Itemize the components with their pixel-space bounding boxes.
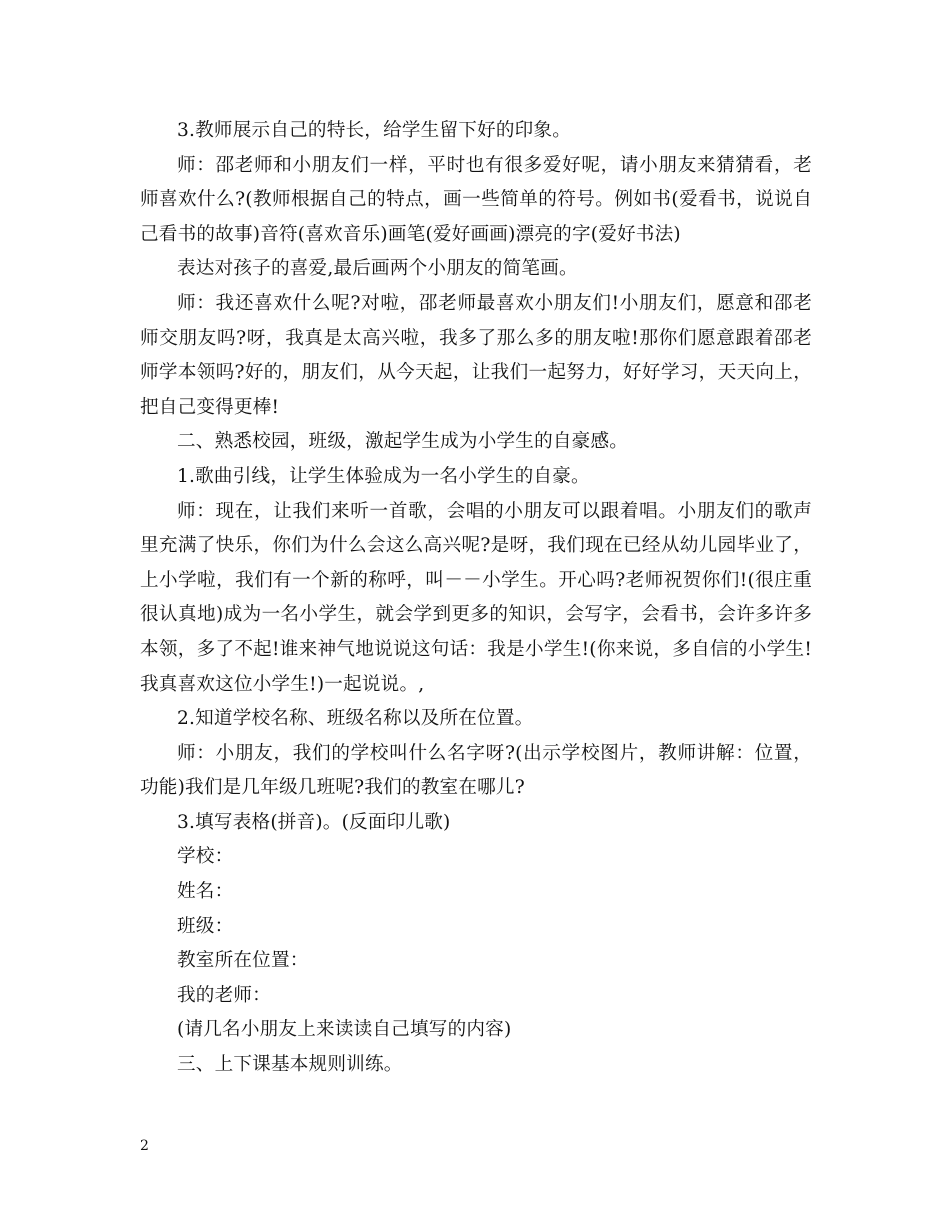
form-field-classroom-location: 教室所在位置：	[177, 950, 309, 972]
paragraph-teacher-hobbies: 师：邵老师和小朋友们一样，平时也有很多爱好呢，请小朋友来猜猜看，老师喜欢什么?(教师根据自己的特点，画一些简单的符号。例如书(爱看书，说说自己看书的故事)音符(喜欢音乐)画笔(爱好画画)漂亮的字(爱好书法)	[140, 154, 812, 245]
document-body	[140, 114, 812, 1083]
paragraph-school-questions: 师：小朋友，我们的学校叫什么名字呀?(出示学校图片，教师讲解：位置，功能)我们是几年级几班呢?我们的教室在哪儿?	[140, 742, 812, 799]
subheading-school-name: 2.知道学校名称、班级名称以及所在位置。	[177, 708, 534, 730]
form-field-class: 班级：	[177, 915, 234, 937]
section-heading-campus: 二、熟悉校园，班级，激起学生成为小学生的自豪感。	[177, 431, 629, 453]
paragraph-express-affection: 表达对孩子的喜爱,最后画两个小朋友的简笔画。	[177, 258, 578, 280]
paragraph-teacher-strengths-heading: 3.教师展示自己的特长，给学生留下好的印象。	[177, 120, 572, 141]
form-field-name: 姓名：	[177, 881, 234, 903]
page-number: 2	[140, 1138, 149, 1154]
paragraph-make-friends: 师：我还喜欢什么呢?对啦，邵老师最喜欢小朋友们!小朋友们，愿意和邵老师交朋友吗?呀，我真是太高兴啦，我多了那么多的朋友啦!那你们愿意跟着邵老师学本领吗?好的，朋友们，从今天起，让我们一起努力，好好学习，天天向上，把自己变得更棒!	[140, 292, 812, 418]
paragraph-song-dialogue: 师：现在，让我们来听一首歌，会唱的小朋友可以跟着唱。小朋友们的歌声里充满了快乐，你们为什么会这么高兴呢?是呀，我们现在已经从幼儿园毕业了，上小学啦，我们有一个新的称呼，叫－－小学生。开心吗?老师祝贺你们!(很庄重很认真地)成为一名小学生，就会学到更多的知识，会写字，会看书，会许多许多本领，多了不起!谁来神气地说说这句话：我是小学生!(你来说，多自信的小学生!我真喜欢这位小学生!)一起说说。,	[140, 500, 812, 695]
paragraph-read-aloud-note: (请几名小朋友上来读读自己填写的内容)	[177, 1019, 512, 1041]
subheading-song-intro: 1.歌曲引线，让学生体验成为一名小学生的自豪。	[177, 465, 590, 487]
form-field-my-teacher: 我的老师：	[177, 984, 271, 1006]
form-field-school: 学校：	[177, 846, 234, 868]
subheading-fill-form: 3.填写表格(拼音)。(反面印儿歌)	[177, 811, 451, 833]
section-heading-class-rules: 三、上下课基本规则训练。	[177, 1054, 403, 1076]
